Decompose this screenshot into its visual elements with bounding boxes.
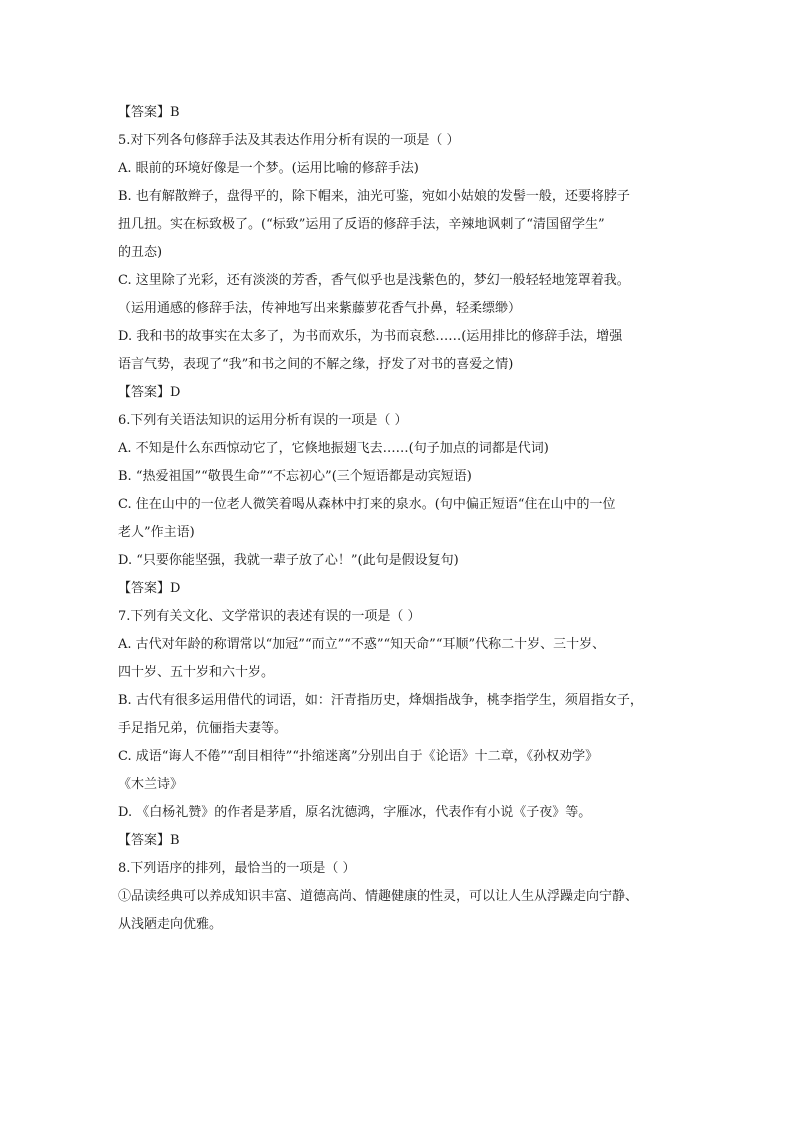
option-line: A. 眼前的环境好像是一个梦。(运用比喻的修辞手法) xyxy=(118,161,419,176)
answer-line: 【答案】D xyxy=(118,581,181,596)
option-line: D. “只要你能坚强，我就一辈子放了心！”(此句是假设复句) xyxy=(118,553,459,568)
option-line: B. 也有解散辫子，盘得平的，除下帽来，油光可鉴，宛如小姑娘的发髻一般，还要将脖子 xyxy=(118,189,630,204)
option-line: （运用通感的修辞手法，传神地写出来紫藤萝花香气扑鼻，轻柔缥缈） xyxy=(118,301,522,316)
question-line: 7.下列有关文化、文学常识的表述有误的一项是（ ） xyxy=(118,609,421,624)
option-line: C. 这里除了光彩，还有淡淡的芳香，香气似乎也是浅紫色的，梦幻一般轻轻地笼罩着我。 xyxy=(118,273,630,288)
question-line: 6.下列有关语法知识的运用分析有误的一项是（ ） xyxy=(118,413,408,428)
option-line: 扭几扭。实在标致极了。(“标致”运用了反语的修辞手法，辛辣地讽刺了“清国留学生” xyxy=(118,217,605,232)
option-line: 《木兰诗》 xyxy=(118,777,184,792)
document-content xyxy=(118,99,688,939)
option-line: 手足指兄弟，伉俪指夫妻等。 xyxy=(118,721,288,736)
option-line: B. “热爱祖国”“敬畏生命”“不忘初心”(三个短语都是动宾短语) xyxy=(118,469,472,484)
option-line: C. 住在山中的一位老人微笑着喝从森林中打来的泉水。(句中偏正短语“住在山中的一位 xyxy=(118,497,616,512)
question-line: 5.对下列各句修辞手法及其表达作用分析有误的一项是（ ） xyxy=(118,133,460,148)
option-line: A. 不知是什么东西惊动它了，它倏地振翅飞去……(句子加点的词都是代词) xyxy=(118,441,549,456)
option-line: 的丑态) xyxy=(118,245,163,260)
option-line: 从浅陋走向优雅。 xyxy=(118,917,223,932)
answer-line: 【答案】B xyxy=(118,833,180,848)
option-line: D. 《白杨礼赞》的作者是茅盾，原名沈德鸿，字雁冰，代表作有小说《子夜》等。 xyxy=(118,805,592,820)
option-line: A. 古代对年龄的称谓常以“加冠”“而立”“不惑”“知天命”“耳顺”代称二十岁、三十岁、 xyxy=(118,637,606,652)
option-line: 四十岁、五十岁和六十岁。 xyxy=(118,665,275,680)
question-line: 8.下列语序的排列，最恰当的一项是（ ） xyxy=(118,861,356,876)
option-line: C. 成语“诲人不倦”“刮目相待”“扑缩迷离”分别出自于《论语》十二章，《孙权劝学》 xyxy=(118,749,599,764)
option-line: D. 我和书的故事实在太多了，为书而欢乐，为书而哀愁……(运用排比的修辞手法，增强 xyxy=(118,329,623,344)
answer-line: 【答案】D xyxy=(118,385,181,400)
option-line: ①品读经典可以养成知识丰富、道德高尚、情趣健康的性灵，可以让人生从浮躁走向宁静、 xyxy=(118,889,639,904)
option-line: B. 古代有很多运用借代的词语，如：汗青指历史，烽烟指战争，桃李指学生，须眉指女子， xyxy=(118,693,643,708)
option-line: 语言气势，表现了“我”和书之间的不解之缘，抒发了对书的喜爱之情) xyxy=(118,357,514,372)
option-line: 老人”作主语) xyxy=(118,525,195,540)
answer-line: 【答案】B xyxy=(118,105,180,120)
